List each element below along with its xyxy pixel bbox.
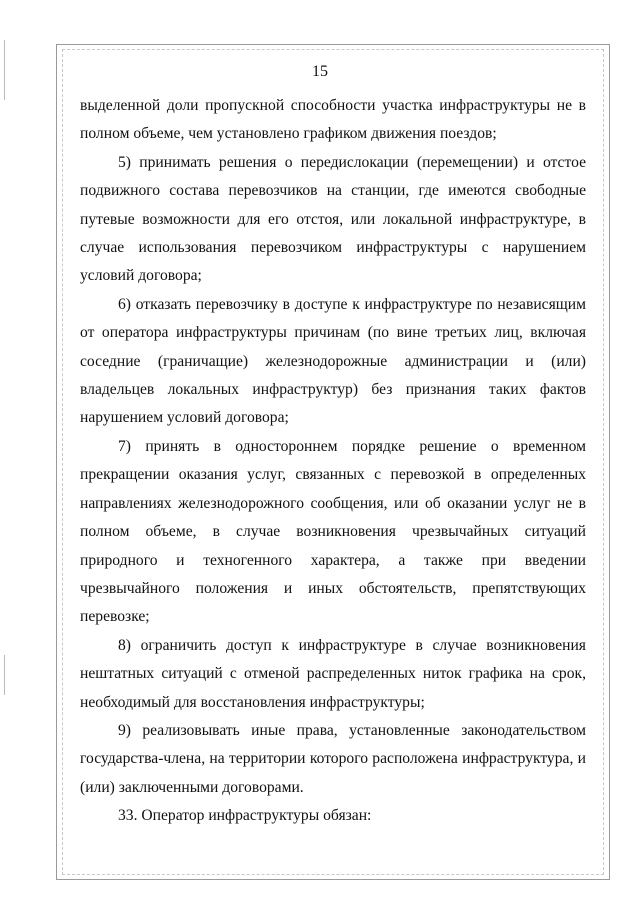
- paragraph-item-8: 8) ограничить доступ к инфраструктуре в случае возникновения нештатных ситуаций с отменой распределенных ниток графика на срок, необходимый для восстановления инфраструктуры;: [80, 636, 586, 711]
- page-number: 15: [312, 63, 328, 80]
- paragraph-item-5: 5) принимать решения о передислокации (перемещении) и отстое подвижного состава перевозчиков на станции, где имеются свободные путевые возможности для его отстоя, или локальной инфраструктуре, в случае использования перевозчиком инфраструктуры с нарушением условий договора;: [80, 153, 586, 285]
- paragraph-item-9: 9) реализовывать иные права, установленные законодательством государства-члена, на территории которого расположена инфраструктура, и (или) заключенными договорами.: [80, 721, 586, 796]
- paragraph-section-33: 33. Оператор инфраструктуры обязан:: [118, 807, 372, 825]
- paragraph-continuation: выделенной доли пропускной способности участка инфраструктуры не в полном объеме, чем установлено графиком движения поездов;: [80, 97, 586, 143]
- document-body: [80, 92, 586, 831]
- scan-edge-mark: [4, 655, 5, 695]
- paragraph-item-7: 7) принять в одностороннем порядке решение о временном прекращении оказания услуг, связанных с перевозкой в определенных направлениях железнодорожного сообщения, или об оказании услуг не в полном объеме, в случае возникновения чрезвычайных ситуаций природного и техногенного характера, а также при введении чрезвычайного положения и иных обстоятельств, препятствующих перевозке;: [80, 437, 586, 626]
- paragraph-item-6: 6) отказать перевозчику в доступе к инфраструктуре по независящим от оператора инфраструктуры причинам (по вине третьих лиц, включая соседние (граничащие) железнодорожные администрации и (или) владельцев локальных инфраструктур) без признания таких фактов нарушением условий договора;: [80, 295, 586, 427]
